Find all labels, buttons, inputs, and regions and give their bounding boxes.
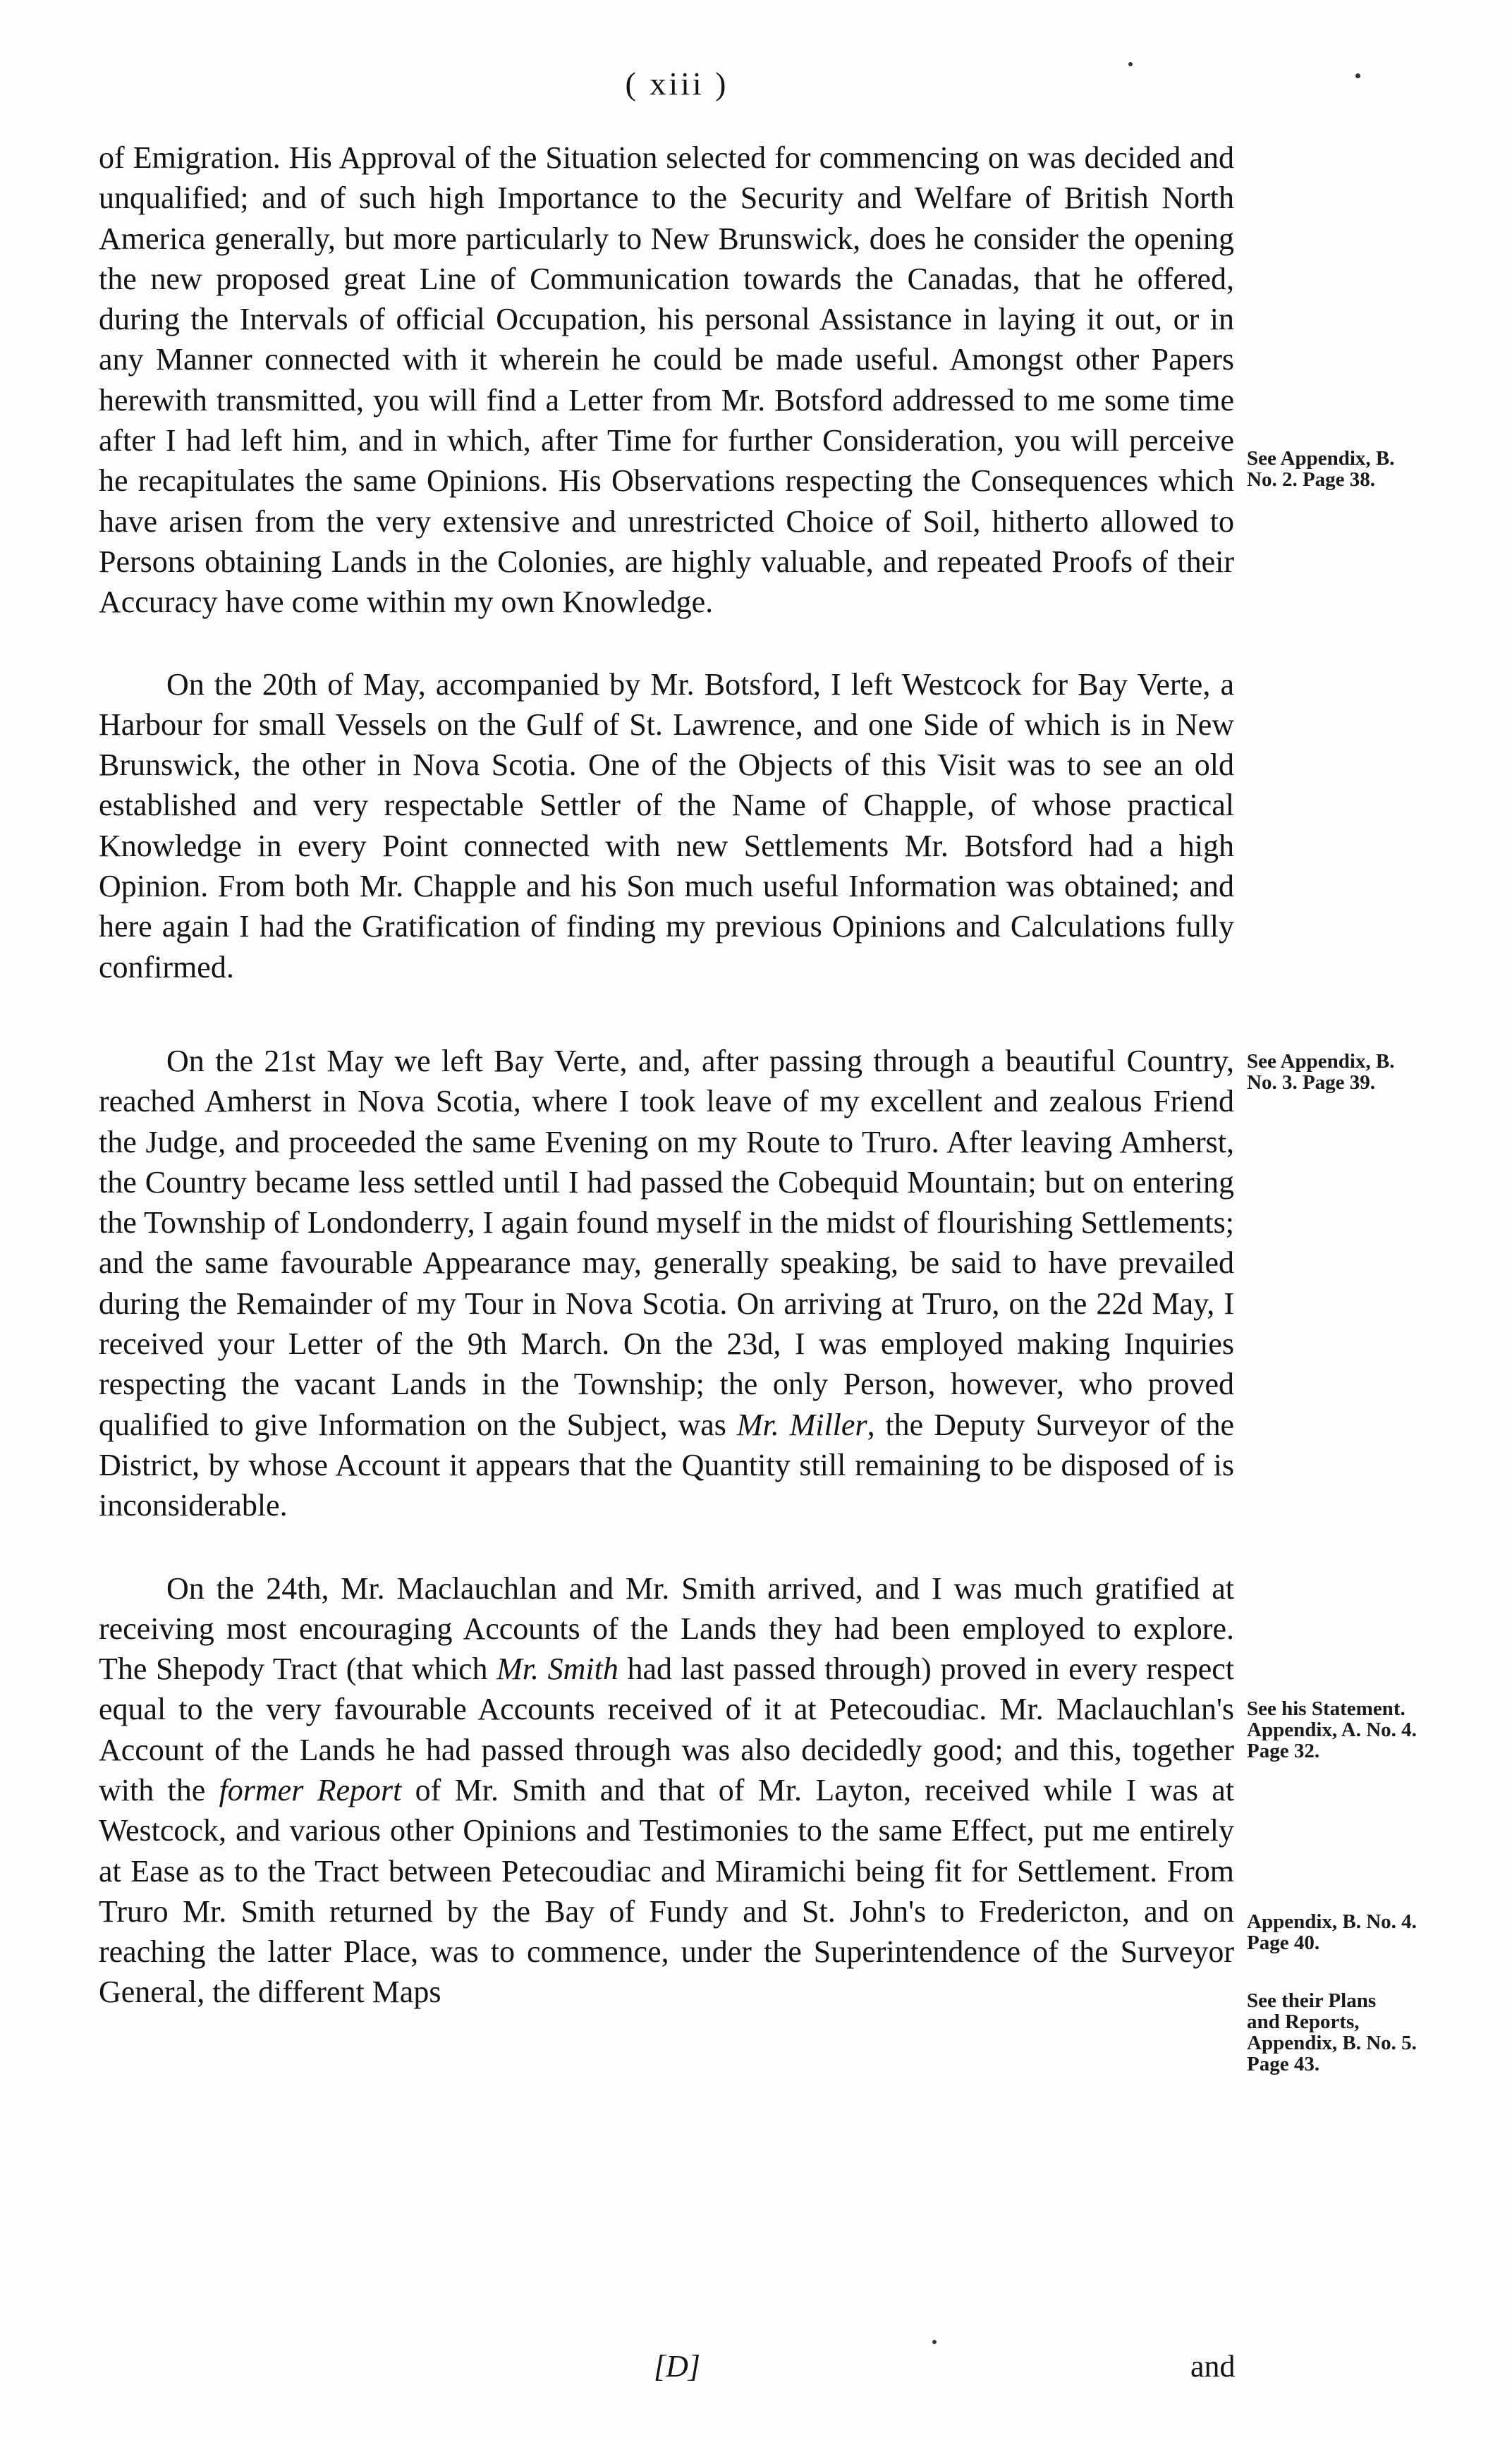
margin-note-line: Page 40. [1247, 1932, 1320, 1954]
text-run: of Mr. Smith and that of Mr. Layton, received while I was at Westcock, and various other Opinions and Testimonies to the same Effect, put me entirely at Ease as to the Tract between Petecoudiac and Miramichi being fit for Settlement. From Truro Mr. Smith returned by the Bay of Fundy and St. John's to Fredericton, and on reaching the latter Place, was to commence, under the Superintendence of the Surveyor General, the different Maps [99, 1772, 1235, 2010]
text-run: On the 20th of May, accompanied by Mr. Botsford, I left Westcock for Bay Verte, a Harbour for small Vessels on the Gulf of St. Lawrence, and one Side of which is in New Brunswick, the other in Nova Scotia. One of the Objects of this Visit was to see an old established and very respectable Settler of the Name of Chapple, of whose practical Knowledge in every Point connected with new Settlements Mr. Botsford had a high Opinion. From both Mr. Chapple and his Son much useful Information was obtained; and here again I had the Gratification of finding my previous Opinions and Calculations fully confirmed. [99, 666, 1234, 984]
page-number: ( xiii ) [625, 66, 729, 102]
paragraph [99, 664, 1234, 987]
margin-note [1247, 448, 1508, 490]
text-run: , the Deputy Surveyor of the District, by whose Account it appears that the Quantity still remaining to be disposed of is inconsiderable. [99, 1407, 1234, 1523]
margin-note-line: Page 43. [1247, 2053, 1320, 2075]
margin-note-line: See Appendix, B. [1247, 447, 1395, 470]
text-run: of Emigration. His Approval of the Situation selected for commencing on was decided and unqualified; and of such high Importance to the Security and Welfare of British North America generally, but more particularly to New Brunswick, does he consider the opening the new proposed great Line of Communication towards the Canadas, that he offered, during the Intervals of official Occupation, his personal Assistance in laying it out, or in any Manner connected with it wherein he could be made useful. Amongst other Papers herewith transmitted, you will find a Letter from Mr. Botsford addressed to me some time after I had left him, and in which, after Time for further Consideration, you will perceive he recapitulates the same Opinions. His Observations respecting the Consequences which have arisen from the very extensive and unrestricted Choice of Soil, hitherto allowed to Persons obtaining Lands in the Colonies, are highly valuable, and repeated Proofs of their Accuracy have come within my own Knowledge. [99, 140, 1234, 620]
margin-note-line: No. 3. Page 39. [1247, 1071, 1376, 1094]
margin-note-line: Appendix, A. No. 4. [1247, 1719, 1417, 1741]
text-run: On the 21st May we left Bay Verte, and, after passing through a beautiful Country, reached Amherst in Nova Scotia, where I took leave of my excellent and zealous Friend the Judge, and proceeded the same Evening on my Route to Truro. After leaving Amherst, the Country became less settled until I had passed the Cobequid Mountain; but on entering the Township of Londonderry, I again found myself in the midst of flourishing Settlements; and the same favourable Appearance may, generally speaking, be said to have prevailed during the Remainder of my Tour in Nova Scotia. On arriving at Truro, on the 22d May, I received your Letter of the 9th March. On the 23d, I was employed making Inquiries respecting the vacant Lands in the Township; the only Person, however, who proved qualified to give Information on the Subject, was [99, 1043, 1234, 1442]
paragraph [99, 138, 1234, 623]
margin-note-line: See Appendix, B. [1247, 1050, 1395, 1073]
text-run: had last passed through) proved in every respect equal to the very favourable Accounts received of it at Petecoudiac. Mr. Maclauchlan's Account of the Lands he had passed through was also decidedly good; and this, together with the [99, 1652, 1235, 1807]
paragraph [99, 1041, 1234, 1526]
signature-mark: [D] [653, 2349, 701, 2384]
body-text [99, 138, 1234, 2013]
italic-text: former Report [219, 1772, 402, 1807]
margin-note-line: No. 2. Page 38. [1247, 468, 1376, 491]
margin-note-line: See his Statement. [1247, 1697, 1406, 1720]
margin-note [1247, 1051, 1508, 1093]
margin-note-line: Appendix, B. No. 4. [1247, 1910, 1417, 1933]
margin-note [1247, 1911, 1508, 1953]
catchword: and [1190, 2349, 1236, 2384]
margin-note-line: See their Plans [1247, 1989, 1377, 2012]
print-speck [1355, 73, 1360, 78]
margin-note-line: and Reports, [1247, 2011, 1360, 2033]
margin-note-line: Appendix, B. No. 5. [1247, 2032, 1417, 2054]
text-run: On the 24th, Mr. Maclauchlan and Mr. Smith arrived, and I was much gratified at receiving most encouraging Accounts of the Lands they had been employed to explore. The Shepody Tract (that which [99, 1570, 1234, 1687]
italic-text: Mr. Miller [736, 1407, 867, 1442]
italic-text: Mr. Smith [496, 1652, 618, 1687]
margin-note-line: Page 32. [1247, 1740, 1320, 1762]
margin-note [1247, 1698, 1508, 1762]
print-speck [932, 2340, 937, 2344]
margin-note [1247, 1990, 1508, 2075]
print-speck [1128, 62, 1133, 66]
paragraph [99, 1568, 1234, 2013]
